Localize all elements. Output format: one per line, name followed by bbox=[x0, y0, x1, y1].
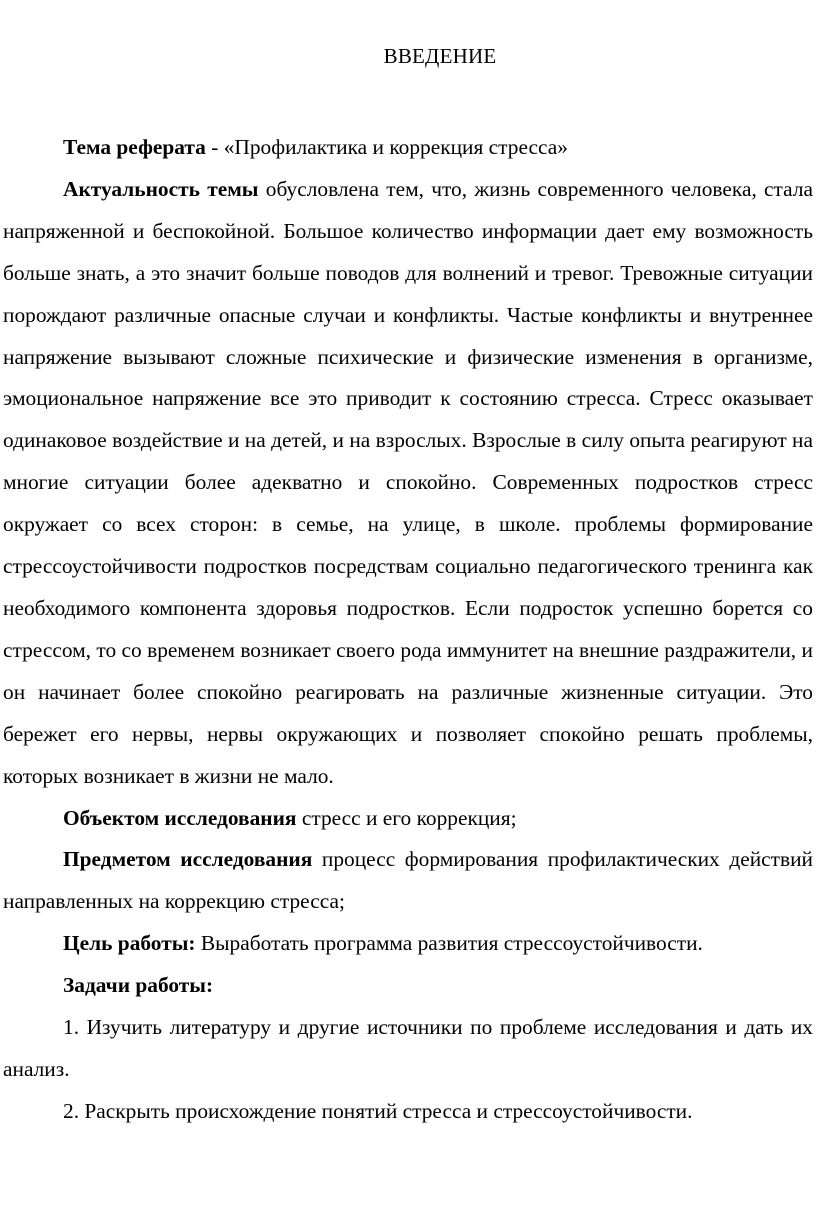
object-paragraph bbox=[3, 798, 813, 840]
relevance-text: обусловлена тем, что, жизнь современного человека, стала напряженной и беспокойной. Большое количество информации дает ему возможность больше знать, а это значит больше поводов для волнений и тревог. Тревожные ситуации порождают различные опасные случаи и конфликты. Частые конфликты и внутреннее напряжение вызывают сложные психические и физические изменения в организме, эмоциональное напряжение все это приводит к состоянию стресса. Стресс оказывает одинаковое воздействие и на детей, и на взрослых. Взрослые в силу опыта реагируют на многие ситуации более адекватно и спокойно. Современных подростков стресс окружает со всех сторон: в семье, на улице, в школе. проблемы формирование стрессоустойчивости подростков посредствам социально педагогического тренинга как необходимого компонента здоровья подростков. Если подросток успешно борется со стрессом, то со временем возникает своего рода иммунитет на внешние раздражители, и он начинает более спокойно реагировать на различные жизненные ситуации. Это бережет его нервы, нервы окружающих и позволяет спокойно решать проблемы, которых возникает в жизни не мало. bbox=[3, 176, 814, 788]
relevance-paragraph bbox=[3, 169, 813, 798]
heading-area bbox=[0, 0, 816, 90]
topic-text: - «Профилактика и коррекция стресса» bbox=[205, 135, 568, 159]
tasks-label: Задачи работы: bbox=[63, 973, 214, 998]
page-title bbox=[0, 42, 816, 70]
document-body bbox=[3, 127, 813, 1133]
relevance-label: Актуальность темы bbox=[63, 176, 259, 201]
topic-label: Тема реферата bbox=[63, 135, 206, 159]
goal-label: Цель работы: bbox=[63, 931, 196, 956]
subject-paragraph bbox=[3, 839, 813, 923]
goal-paragraph bbox=[3, 923, 813, 965]
object-text: стресс и его коррекция; bbox=[296, 805, 517, 830]
task-item: 2. Раскрыть происхождение понятий стресса и стрессоустойчивости. bbox=[63, 1098, 693, 1123]
page-title-text: ВВЕДЕНИЕ bbox=[383, 44, 497, 68]
goal-text: Выработать программа развития стрессоустойчивости. bbox=[195, 931, 703, 956]
subject-text: процесс формирования профилактических действий направленных на коррекцию стресса; bbox=[3, 847, 814, 914]
topic-paragraph bbox=[3, 127, 813, 169]
task-item: 1. Изучить литературу и другие источники по проблеме исследования и дать их анализ. bbox=[3, 1015, 813, 1081]
object-label: Объектом исследования bbox=[63, 805, 297, 830]
tasks-heading bbox=[3, 965, 813, 1007]
subject-label: Предметом исследования bbox=[63, 847, 313, 872]
